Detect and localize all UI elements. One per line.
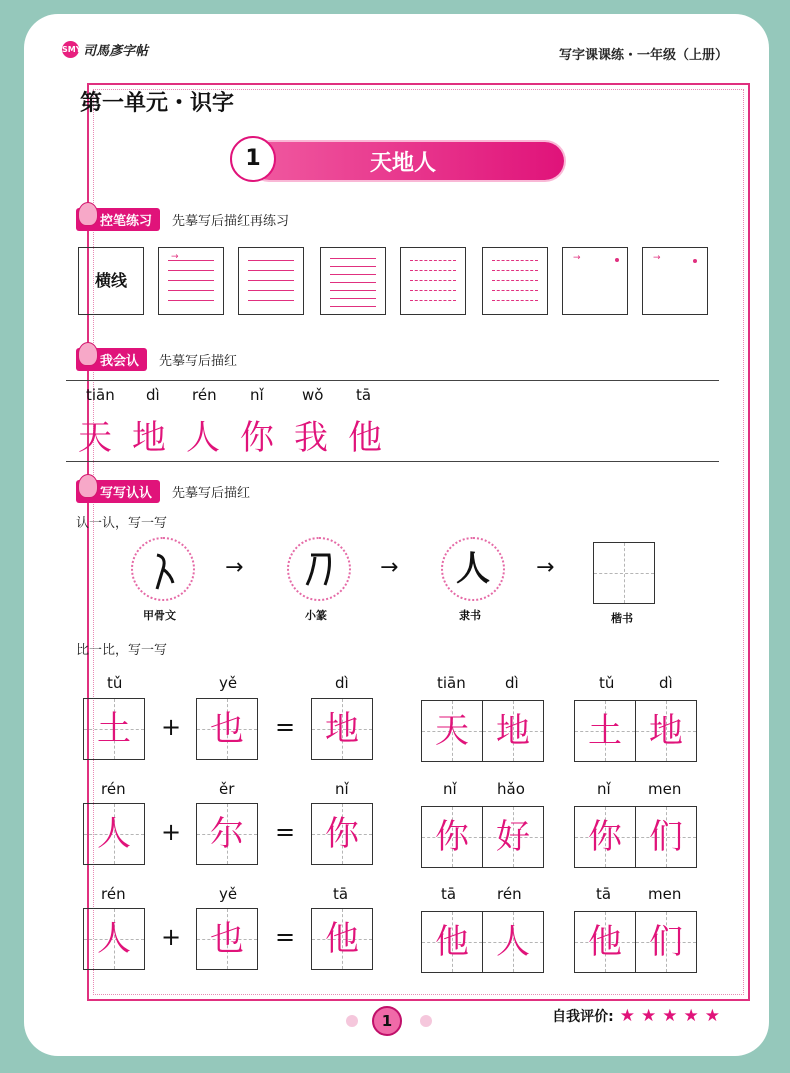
plus-sign: + xyxy=(161,818,182,846)
star-icon[interactable]: ★ xyxy=(641,1006,657,1026)
pinyin: ěr xyxy=(219,780,235,798)
pinyin: rén xyxy=(192,386,217,404)
char-box[interactable]: 人 xyxy=(83,908,145,970)
plus-sign: + xyxy=(161,713,182,741)
word-box[interactable]: 们 xyxy=(635,806,697,868)
section-recognize-header xyxy=(76,348,237,371)
pinyin: rén xyxy=(101,885,126,903)
section-pen-instruction: 先摹写后描红再练习 xyxy=(172,214,290,229)
pinyin: tǔ xyxy=(599,674,615,692)
pinyin: dì xyxy=(146,386,160,404)
practice-box-label-text: 横线 xyxy=(94,271,127,290)
word-box[interactable]: 他 xyxy=(421,911,483,973)
pinyin: rén xyxy=(497,885,522,903)
word-box[interactable]: 他 xyxy=(574,911,636,973)
pinyin: tā xyxy=(333,885,349,903)
lesson-title: 天地人 xyxy=(370,150,437,176)
practice-box[interactable] xyxy=(400,247,466,315)
decor-dot xyxy=(346,1015,358,1027)
char-box[interactable]: 地 xyxy=(311,698,373,760)
divider xyxy=(66,380,719,381)
pinyin: dì xyxy=(659,674,673,692)
logo-icon: SMY xyxy=(62,41,79,58)
rating-label: 自我评价: xyxy=(552,1009,614,1025)
pinyin: nǐ xyxy=(443,780,457,798)
regular-script-box[interactable] xyxy=(593,542,655,604)
char-box[interactable]: 土 xyxy=(83,698,145,760)
section-pen-label: 控笔练习 xyxy=(76,208,160,231)
pinyin: nǐ xyxy=(250,386,264,404)
star-icon[interactable]: ★ xyxy=(662,1006,678,1026)
lesson-banner xyxy=(230,136,564,186)
char-box[interactable]: 也 xyxy=(196,698,258,760)
arrow-icon: → xyxy=(573,253,581,263)
word-box[interactable]: 们 xyxy=(635,911,697,973)
char-box[interactable]: 人 xyxy=(83,803,145,865)
section-pen-header xyxy=(76,208,289,231)
char-box[interactable]: 他 xyxy=(311,908,373,970)
pinyin: hǎo xyxy=(497,780,525,798)
pinyin: dì xyxy=(335,674,349,692)
pinyin: yě xyxy=(219,674,238,692)
pinyin: tā xyxy=(441,885,457,903)
pinyin: tiān xyxy=(437,674,466,692)
divider xyxy=(66,461,719,462)
sub-instruction: 比一比，写一写 xyxy=(76,643,168,658)
practice-box[interactable] xyxy=(562,247,628,315)
evolution-caption: 隶书 xyxy=(459,609,481,622)
pinyin: men xyxy=(648,780,682,798)
section-recognize-label: 我会认 xyxy=(76,348,147,371)
pinyin: tā xyxy=(356,386,372,404)
trace-char: 你 xyxy=(240,418,274,458)
brand-logo xyxy=(62,40,148,59)
self-rating xyxy=(552,1006,720,1026)
clerical-script-glyph: 人 xyxy=(441,537,505,601)
decor-dot xyxy=(420,1015,432,1027)
trace-char: 他 xyxy=(348,418,382,458)
equals-sign: = xyxy=(275,818,296,846)
arrow-icon: → xyxy=(653,253,661,263)
pinyin: wǒ xyxy=(302,386,324,404)
evolution-caption: 甲骨文 xyxy=(143,609,176,622)
section-write-label: 写写认认 xyxy=(76,480,160,503)
pinyin: nǐ xyxy=(597,780,611,798)
char-box[interactable]: 你 xyxy=(311,803,373,865)
evolution-caption: 楷书 xyxy=(611,612,633,625)
series-title: 写字课课练・一年级（上册） xyxy=(558,48,728,63)
section-write-instruction: 先摹写后描红 xyxy=(172,486,251,501)
practice-box[interactable] xyxy=(642,247,708,315)
pinyin: rén xyxy=(101,780,126,798)
section-write-header xyxy=(76,480,250,503)
word-box[interactable]: 人 xyxy=(482,911,544,973)
star-icon[interactable]: ★ xyxy=(683,1006,699,1026)
char-box[interactable]: 尔 xyxy=(196,803,258,865)
word-box[interactable]: 天 xyxy=(421,700,483,762)
arrow-icon: → xyxy=(225,555,244,580)
word-box[interactable]: 你 xyxy=(574,806,636,868)
arrow-icon: → xyxy=(171,252,179,262)
star-icon[interactable]: ★ xyxy=(704,1006,720,1026)
pinyin: men xyxy=(648,885,682,903)
plus-sign: + xyxy=(161,923,182,951)
practice-box-label xyxy=(78,247,144,315)
page-number: 1 xyxy=(372,1006,402,1036)
word-box[interactable]: 土 xyxy=(574,700,636,762)
sub-instruction: 认一认，写一写 xyxy=(76,516,168,531)
equals-sign: = xyxy=(275,713,296,741)
pinyin: dì xyxy=(505,674,519,692)
practice-box[interactable] xyxy=(482,247,548,315)
char-box[interactable]: 也 xyxy=(196,908,258,970)
word-box[interactable]: 好 xyxy=(482,806,544,868)
word-box[interactable]: 地 xyxy=(482,700,544,762)
pinyin: tiān xyxy=(86,386,115,404)
pinyin: tā xyxy=(596,885,612,903)
word-box[interactable]: 地 xyxy=(635,700,697,762)
evolution-caption: 小篆 xyxy=(305,609,327,622)
logo-text: 司馬彥字帖 xyxy=(83,44,149,59)
practice-box[interactable] xyxy=(158,247,224,315)
seal-script-glyph xyxy=(287,537,351,601)
practice-box[interactable] xyxy=(238,247,304,315)
star-icon[interactable]: ★ xyxy=(619,1006,635,1026)
trace-char: 人 xyxy=(186,418,220,458)
trace-char: 地 xyxy=(132,418,166,458)
practice-box[interactable] xyxy=(320,247,386,315)
section-recognize-instruction: 先摹写后描红 xyxy=(159,354,238,369)
unit-title: 第一单元・识字 xyxy=(80,91,235,116)
trace-char: 天 xyxy=(78,418,112,458)
equals-sign: = xyxy=(275,923,296,951)
pinyin: yě xyxy=(219,885,238,903)
pinyin: tǔ xyxy=(107,674,123,692)
trace-char: 我 xyxy=(294,418,328,458)
oracle-bone-glyph xyxy=(131,537,195,601)
arrow-icon: → xyxy=(536,555,555,580)
word-box[interactable]: 你 xyxy=(421,806,483,868)
lesson-number: 1 xyxy=(230,136,276,182)
pinyin: nǐ xyxy=(335,780,349,798)
arrow-icon: → xyxy=(380,555,399,580)
